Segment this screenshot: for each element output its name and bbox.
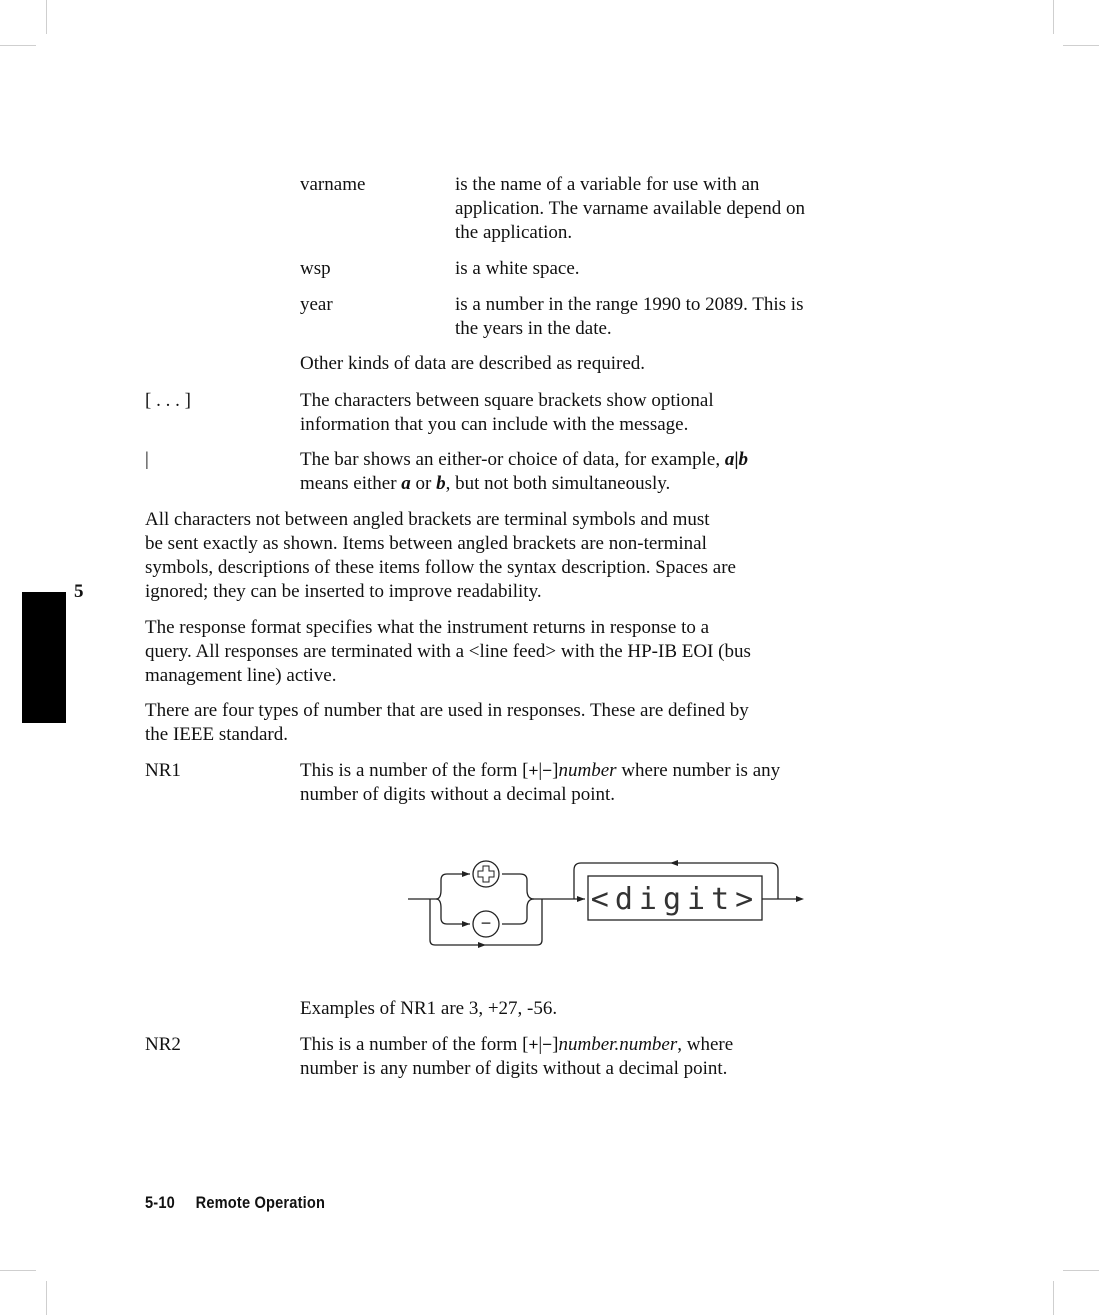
form-plus: + xyxy=(528,761,539,780)
form-bar: | xyxy=(538,760,543,781)
definition-term: varname xyxy=(300,174,366,195)
nr2-text: , where xyxy=(677,1034,734,1055)
definition-text: is a white space. xyxy=(455,258,580,279)
form-minus: − xyxy=(542,761,553,780)
form-bracket: ] xyxy=(552,760,559,781)
nr2-term: NR2 xyxy=(145,1034,181,1055)
bar-text: means either xyxy=(300,473,402,494)
crop-mark xyxy=(1053,0,1054,34)
form-bar: | xyxy=(538,1034,543,1055)
var-b: b xyxy=(738,449,749,470)
paragraph-line: symbols, descriptions of these items follow the syntax description. Spaces are xyxy=(145,557,736,578)
nr1-text: where number is any xyxy=(616,760,781,781)
bar-text: , but not both simultaneously. xyxy=(445,473,671,494)
section-title: Remote Operation xyxy=(195,1193,326,1212)
form-bracket: ] xyxy=(552,1034,559,1055)
crop-mark xyxy=(1063,1270,1099,1271)
bar-sep: | xyxy=(734,449,739,470)
crop-mark xyxy=(1053,1281,1054,1315)
definition-text: the years in the date. xyxy=(455,318,612,339)
crop-mark xyxy=(46,0,47,34)
brackets-symbol: [ . . . ] xyxy=(145,390,191,411)
definition-text: the application. xyxy=(455,222,573,243)
nr1-text: This is a number of the form xyxy=(300,760,523,781)
paragraph-line: The response format specifies what the instrument returns in response to a xyxy=(145,617,710,638)
bar-text-line2 xyxy=(300,472,670,496)
form-number: number.number xyxy=(558,1034,678,1055)
bar-symbol: | xyxy=(145,449,149,470)
definition-term: year xyxy=(300,294,333,315)
paragraph-line: the IEEE standard. xyxy=(145,724,288,745)
definition-term: wsp xyxy=(300,258,331,279)
paragraph-line: There are four types of number that are used in responses. These are defined by xyxy=(145,700,749,721)
nr1-term: NR1 xyxy=(145,760,181,781)
chapter-number: 5 xyxy=(74,581,84,602)
paragraph-line: query. All responses are terminated with a <line feed> with the HP-IB EOI (bus xyxy=(145,641,751,662)
page-number: 5-10 xyxy=(145,1193,175,1212)
nr2-line2: number is any number of digits without a decimal point. xyxy=(300,1058,728,1079)
var-b: b xyxy=(436,473,446,494)
form-bracket: [ xyxy=(522,760,529,781)
crop-mark xyxy=(46,1281,47,1315)
form-minus: − xyxy=(542,1035,553,1054)
nr1-line1 xyxy=(300,759,780,783)
crop-mark xyxy=(0,45,36,46)
form-plus: + xyxy=(528,1035,539,1054)
syntax-diagram xyxy=(400,850,820,960)
form-bracket: [ xyxy=(522,1034,529,1055)
definition-text: application. The varname available depend on xyxy=(455,198,805,219)
nr2-text: This is a number of the form xyxy=(300,1034,523,1055)
bar-text: The bar shows an either-or choice of data, for example, xyxy=(300,449,725,470)
var-a: a xyxy=(401,473,411,494)
diagram-minus: − xyxy=(480,913,492,933)
bar-text: or xyxy=(410,473,437,494)
brackets-text: information that you can include with the message. xyxy=(300,414,689,435)
definition-text: is the name of a variable for use with an xyxy=(455,174,760,195)
paragraph-line: management line) active. xyxy=(145,665,337,686)
nr2-line1 xyxy=(300,1033,733,1057)
nr1-examples: Examples of NR1 are 3, +27, -56. xyxy=(300,998,558,1019)
page-footer xyxy=(145,1193,325,1213)
paragraph-line: All characters not between angled brackets are terminal symbols and must xyxy=(145,509,710,530)
form-number: number xyxy=(558,760,617,781)
other-kinds-text: Other kinds of data are described as required. xyxy=(300,353,646,374)
paragraph-line: ignored; they can be inserted to improve readability. xyxy=(145,581,542,602)
brackets-text: The characters between square brackets show optional xyxy=(300,390,714,411)
definition-text: is a number in the range 1990 to 2089. This is xyxy=(455,294,804,315)
crop-mark xyxy=(0,1270,36,1271)
var-a: a xyxy=(724,449,735,470)
crop-mark xyxy=(1063,45,1099,46)
paragraph-line: be sent exactly as shown. Items between angled brackets are non-terminal xyxy=(145,533,707,554)
bar-text-line1 xyxy=(300,448,748,472)
nr1-line2: number of digits without a decimal point. xyxy=(300,784,616,805)
chapter-tab xyxy=(22,592,66,723)
diagram-digit: <digit> xyxy=(590,882,760,917)
